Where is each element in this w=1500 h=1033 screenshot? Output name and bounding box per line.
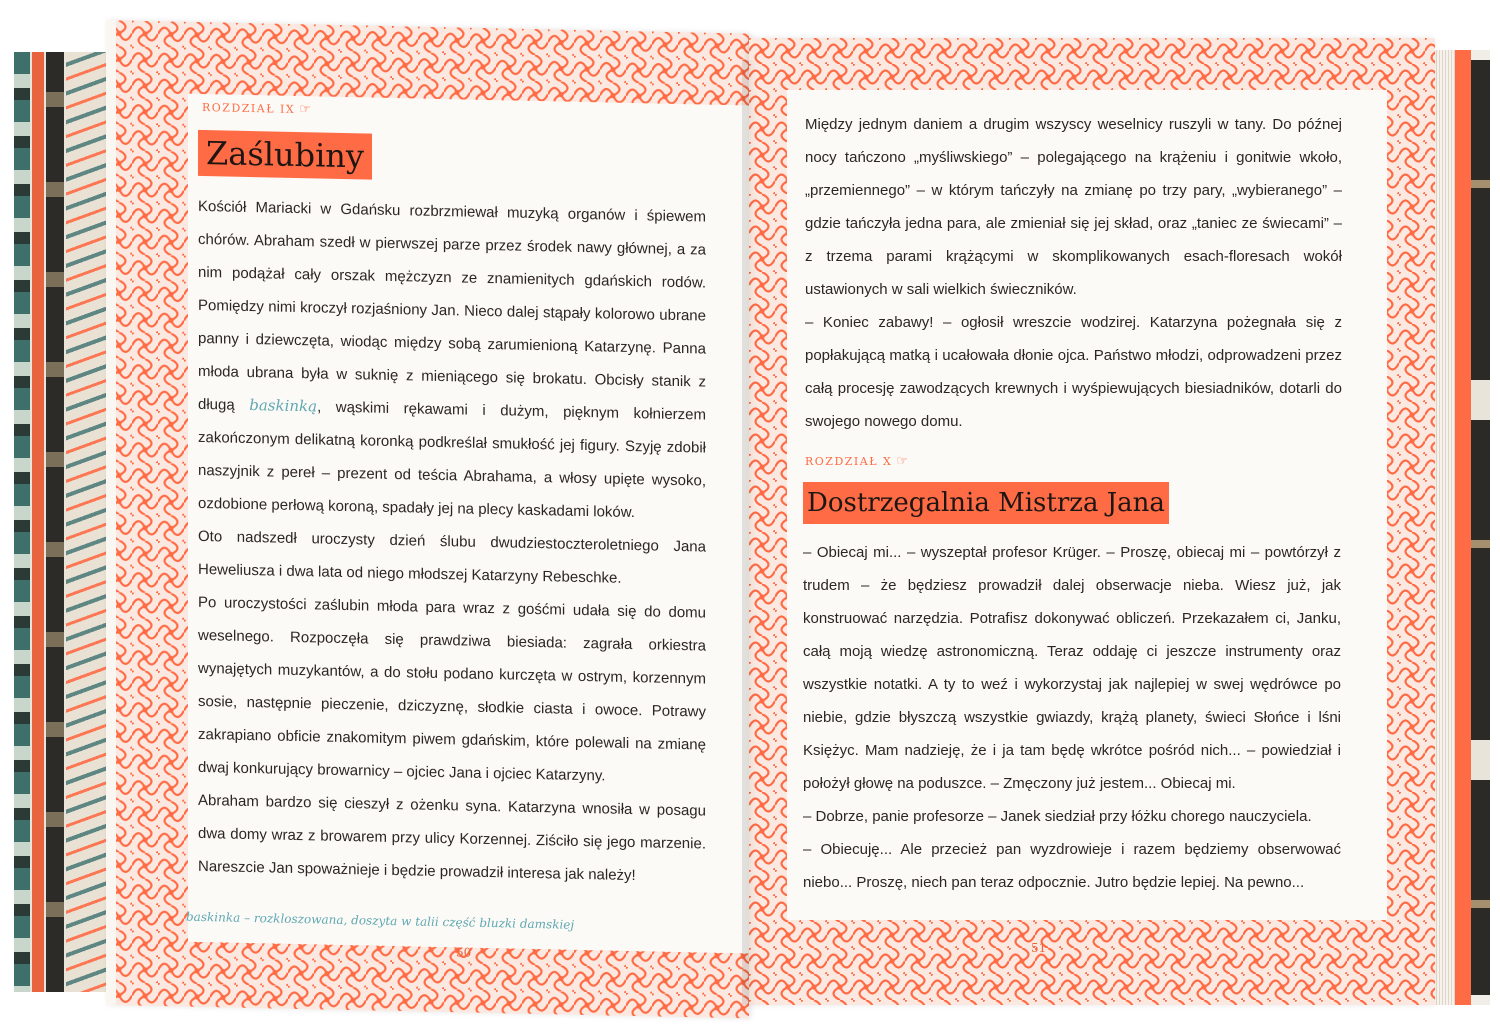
paragraph: – Obiecuję... Ale przecież pan wyzdrowieje i razem będziemy obserwować niebo... Proszę, niech pan teraz odpocznie. Jutro będzie lepiej. Na pewno... <box>803 841 1341 891</box>
chapter-text-continued <box>805 108 1342 438</box>
paragraph: Między jednym daniem a drugim wszyscy weselnicy ruszyli w tany. Do późnej nocy tańczono „myśliwskiego” – polegającego na krążeniu i gonitwie wkoło, „przemiennego” – w którym tańczyły na zmianę po trzy pary, „wybieranego” – gdzie tańczyła jedna para, ale zmieniał się jej skład, oraz „taniec ze świecami” – z trzema parami krążącymi w skomplikowanych esach-floresach wokół ustawionych w sali wielkich świeczników. <box>805 116 1342 298</box>
paragraph <box>198 190 706 531</box>
chapter-label <box>805 454 910 469</box>
pointing-hand-icon: ☞ <box>896 454 910 469</box>
cover-orange-edge <box>1455 50 1471 1005</box>
chapter-label-text: ROZDZIAŁ IX <box>202 101 296 116</box>
paragraph <box>198 586 706 795</box>
glossary-term: baskinką <box>249 396 318 416</box>
paragraph: – Dobrze, panie profesorze – Janek siedział przy łóżku chorego nauczyciela. <box>803 808 1312 825</box>
paragraph-text: Kościół Mariacki w Gdańsku rozbrzmiewał muzyką organów i śpiewem chórów. Abraham szedł w pierwszej parze przez środek nawy głównej, a za nim podążał cały orszak mężczyzn ze znamienitych gdańskich rodów. Pomiędzy nimi kroczył rozjaśniony Jan. Nieco dalej stąpały kolorowo ubrane panny i dziewczęta, wiodąc między sobą zarumienioną Katarzynę. Panna młoda ubrana była w suknię z mieniącego się brokatu. Obcisły stanik z długą <box>198 197 706 415</box>
paragraph-text: Abraham bardzo się cieszył z ożenku syna. Katarzyna wnosiła w posagu dwa domy wraz z browarem przy ulicy Korzennej. Ziściło się jego marzenie. Nareszcie Jan spoważnieje i będzie prowadził interesa jak należy! <box>198 791 706 885</box>
cover-orange-strip <box>32 52 44 992</box>
cover-dark-strip <box>46 52 64 992</box>
page-number: 51 <box>1031 941 1047 955</box>
paragraph-text: , wąskimi rękawami i dużym, pięknym kołnierzem zakończonym delikatną koronką podkreślał smukłość jej figury. Szyję zdobił naszyjnik z pereł – prezent od teścia Abrahama, a włosy upięte wysoko, ozdobione perłową koroną, spadały jej na plecy kaskadami loków. <box>198 398 706 522</box>
book-cover-left <box>14 52 114 992</box>
paragraph <box>198 784 706 894</box>
page-number: 50 <box>456 945 472 960</box>
cover-illustration-strip <box>14 52 30 992</box>
chapter-title: Dostrzegalnia Mistrza Jana <box>803 482 1169 524</box>
chapter-label <box>202 100 312 117</box>
chapter-title: Zaślubiny <box>198 130 372 180</box>
footnote: baskinka – rozkloszowana, doszyta w talii część bluzki damskiej <box>186 909 575 932</box>
paragraph-text: Oto nadszedł uroczysty dzień ślubu dwudziestoczteroletniego Jana Heweliusza i dwa lata od niego młodszej Katarzyny Rebeschke. <box>198 527 706 587</box>
book-gutter-shadow <box>742 60 756 1005</box>
left-page <box>106 20 749 1018</box>
paragraph <box>198 520 706 597</box>
paragraph: – Koniec zabawy! – ogłosił wreszcie wodzirej. Katarzyna pożegnała się z popłakującą matką i ucałowała dłonie ojca. Państwo młodzi, odprowadzeni przez całą procesję zawodzących krewnych i wyśpiewujących biesiadników, dotarli do swojego nowego domu. <box>805 314 1342 430</box>
paragraph-text: Po uroczystości zaślubin młoda para wraz z gośćmi udała się do domu weselnego. Rozpoczęła się prawdziwa biesiada: zagrała orkiestra wynajętych muzykantów, a do stołu podano kurczęta w ostrym, korzennym sosie, następnie pieczenie, dziczyznę, słodkie ciasta i owoce. Potrawy zakrapiano obficie znakomitym piwem gdańskim, które polewali na zmianę dwaj konkurujący browarnicy – ojciec Jana i ojciec Katarzyny. <box>198 593 706 785</box>
chapter-text <box>198 190 706 894</box>
cover-dark-edge <box>1471 60 1490 995</box>
pointing-hand-icon: ☞ <box>299 102 313 118</box>
paragraph: – Obiecaj mi... – wyszeptał profesor Krüger. – Proszę, obiecaj mi – powtórzył z trudem – że będziesz prowadził dalej obserwacje nieba. Wiesz już, jak konstruować narzędzia. Potrafisz dokonywać obliczeń. Przekazałem ci, Janku, całą moją wiedzę astronomiczną. Teraz oddaję ci jeszcze instrumenty oraz wszystkie notatki. A ty to weź i wykorzystaj jak najlepiej w swej wędrówce po niebie, gdzie błyszczą wszystkie gwiazdy, krążą planety, świeci Słońce i lśni Księżyc. Mam nadzieję, że i ja tam będę wkrótce pośród nich... – powiedział i położył głowę na poduszce. – Zmęczony już jestem... Obiecaj mi. <box>803 544 1341 792</box>
chapter-text <box>803 536 1341 899</box>
chapter-label-text: ROZDZIAŁ X <box>805 455 893 468</box>
right-page <box>749 38 1435 1005</box>
